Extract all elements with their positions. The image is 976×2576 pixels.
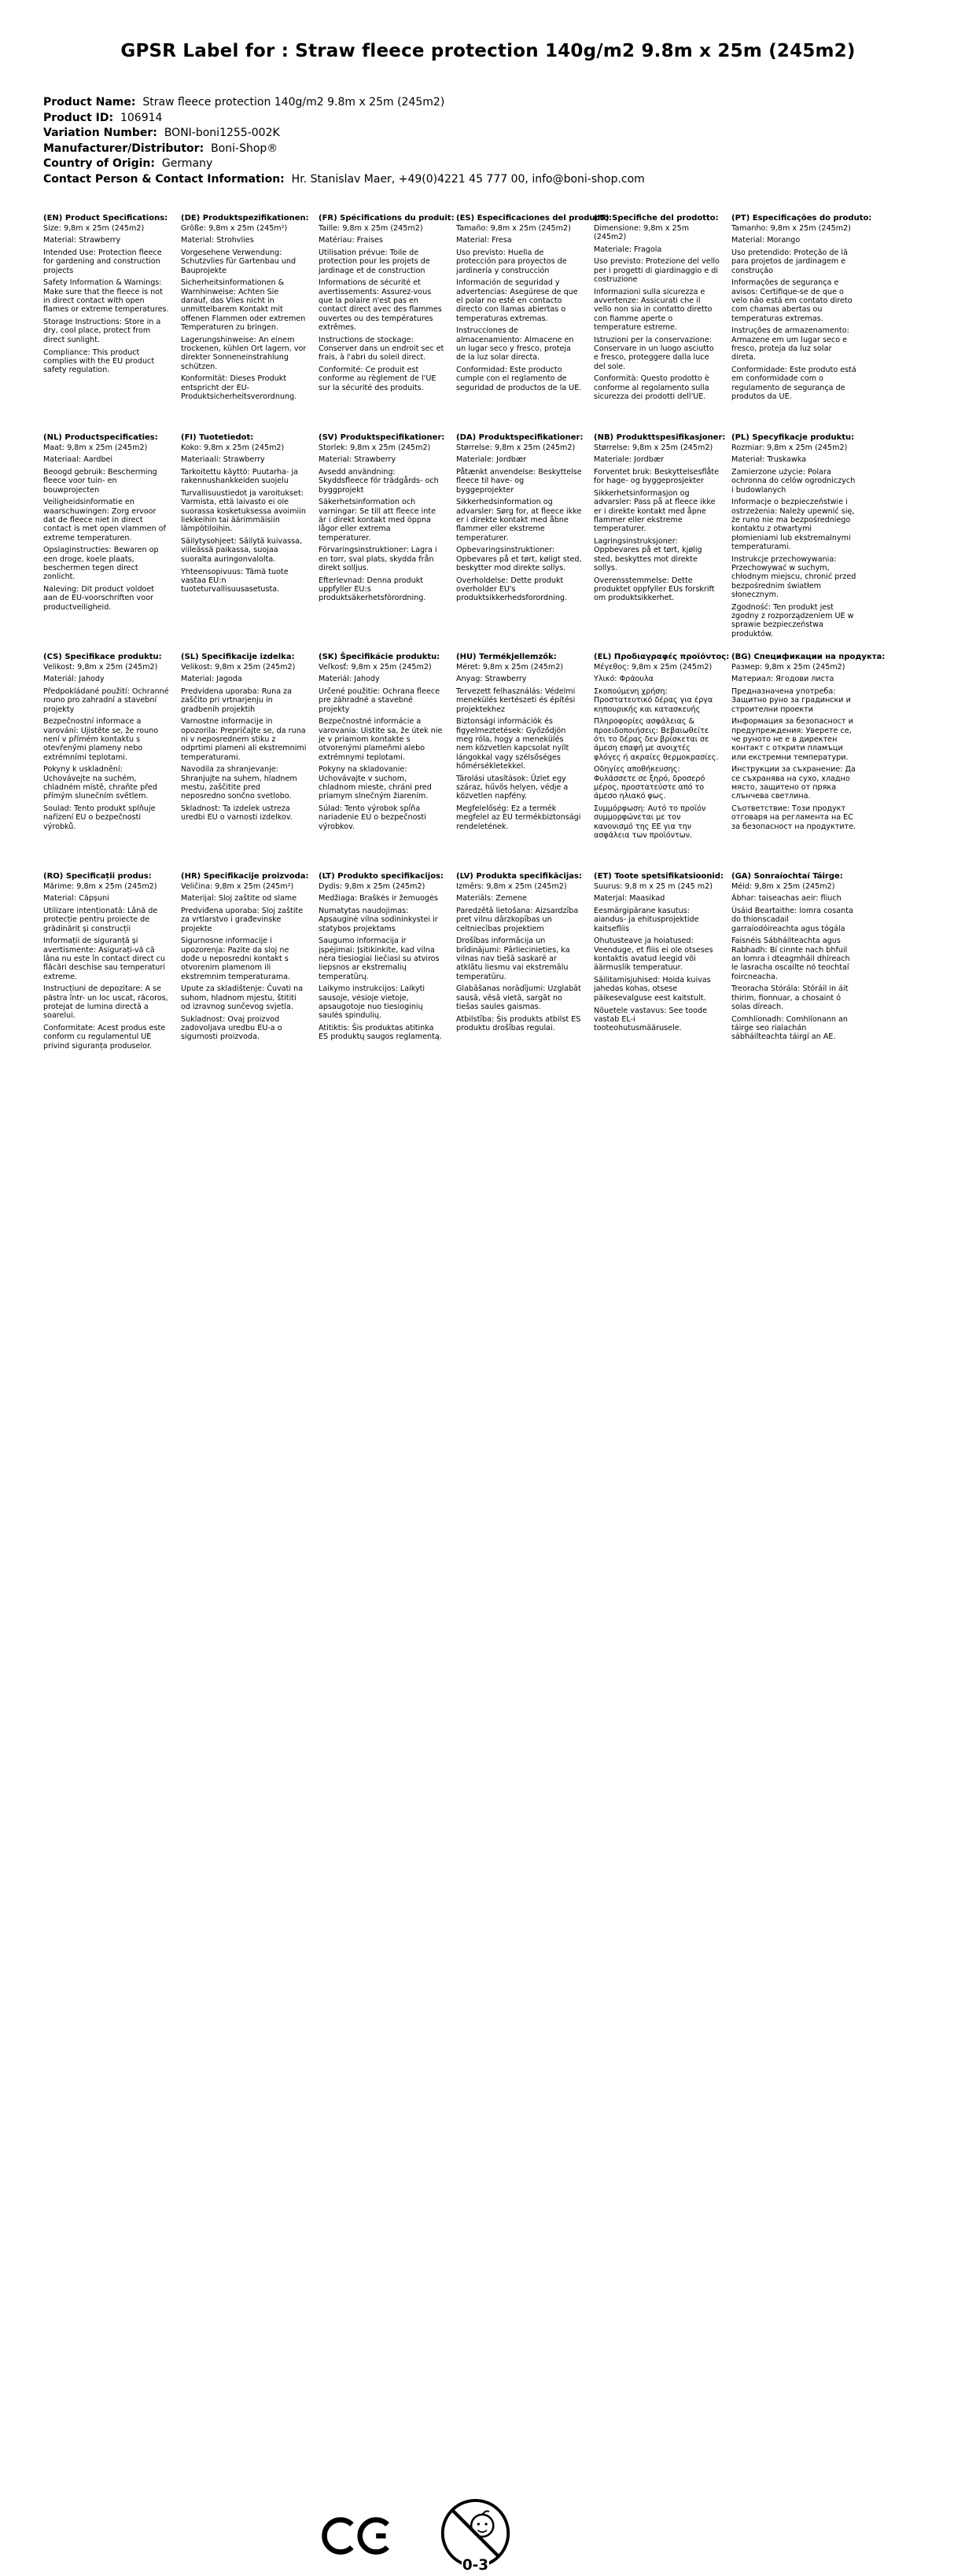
spec-paragraph: Material: Jagoda bbox=[181, 675, 242, 684]
spec-block-nb bbox=[594, 433, 731, 653]
spec-paragraph: Ohutusteave ja hoiatused: Veenduge, et fliis ei ole otseses kontaktis avatud leegid või äärmuslik temperatuur. bbox=[594, 937, 713, 973]
spec-block-title: (BG) Спецификации на продукта: bbox=[731, 653, 886, 661]
spec-block-title: (HU) Termékjellemzők: bbox=[456, 653, 557, 661]
spec-paragraph: Efterlevnad: Denna produkt uppfyller EU:s produktsäkerhetsförordning. bbox=[319, 576, 426, 603]
spec-block-et bbox=[594, 872, 731, 1091]
spec-paragraph: Safety Information & Warnings: Make sure that the fleece is not in direct contact with open flames or extreme temperatures. bbox=[43, 278, 169, 315]
spec-block-pt bbox=[731, 214, 872, 433]
info-label: Product Name: bbox=[43, 96, 136, 109]
spec-paragraph: Medžiaga: Braškės ir žemuogės bbox=[319, 894, 438, 903]
spec-paragraph: Utilisation prévue: Toile de protection pour les projets de jardinage et de construction bbox=[319, 248, 430, 275]
spec-paragraph: Určené použitie: Ochrana fleece pre záhradné a stavebné projekty bbox=[319, 687, 440, 714]
spec-paragraph: Tamaño: 9,8m x 25m (245m2) bbox=[456, 223, 571, 233]
spec-paragraph: Tervezett felhasználás: Védelmi menekülés kertészeti és építési projektekhez bbox=[456, 687, 576, 714]
spec-paragraph: Инструкции за съхранение: Да се съхранява на сухо, хладно място, защитено от пряка слънчева светлина. bbox=[731, 765, 856, 801]
spec-paragraph: Tamanho: 9,8m x 25m (245m2) bbox=[731, 223, 851, 233]
spec-paragraph: Información de seguridad y advertencias: Asegúrese de que el polar no esté en contacto directo con llamas abiertas o temperaturas extremas. bbox=[456, 278, 578, 323]
spec-paragraph: Velikost: 9,8m x 25m (245m2) bbox=[43, 662, 158, 672]
spec-block-lt bbox=[319, 872, 456, 1091]
spec-paragraph: Avsedd användning: Skyddsfleece för trädgårds- och byggprojekt bbox=[319, 468, 439, 495]
spec-block-sk bbox=[319, 653, 456, 872]
spec-paragraph: Pokyny k uskladnění: Uchovávejte na suchém, chladném místě, chraňte před přímým slunečním světlem. bbox=[43, 765, 157, 801]
info-value: BONI-boni1255-002K bbox=[164, 127, 280, 140]
spec-block-title: (HR) Specifikacije proizvoda: bbox=[181, 872, 309, 881]
spec-block-title: (GA) Sonraíochtaí Táirge: bbox=[731, 872, 843, 881]
spec-block-cs bbox=[43, 653, 181, 872]
spec-paragraph: Größe: 9,8m x 25m (245m²) bbox=[181, 223, 288, 233]
spec-paragraph: Eesmärgipärane kasutus: aiandus- ja ehitusprojektide kaitsefliis bbox=[594, 907, 699, 933]
spec-paragraph: Beoogd gebruik: Bescherming fleece voor tuin- en bouwprojecten bbox=[43, 468, 157, 495]
spec-paragraph: Predviđena uporaba: Sloj zaštite za vrtlarstvo i građevinske projekte bbox=[181, 907, 304, 933]
spec-paragraph: Treoracha Stórála: Stóráil in áit thirim, fionnuar, a chosaint ó solas díreach. bbox=[731, 984, 849, 1012]
spec-paragraph: Предназначена употреба: Защитно руно за градински и строителни проекти bbox=[731, 687, 851, 714]
spec-paragraph: Koko: 9,8m x 25m (245m2) bbox=[181, 443, 285, 452]
product-info-row bbox=[43, 156, 645, 172]
spec-paragraph: Dydis: 9,8m x 25m (245m2) bbox=[319, 881, 425, 891]
spec-paragraph: Comhlíonadh: Comhlíonann an táirge seo rialachán sábháilteachta táirgí an AE. bbox=[731, 1014, 848, 1042]
spec-paragraph: Taille: 9,8m x 25m (245m2) bbox=[319, 223, 423, 233]
spec-paragraph: Съответствие: Този продукт отговаря на регламента на ЕС за безопасност на продуктите. bbox=[731, 804, 856, 831]
info-label: Country of Origin: bbox=[43, 157, 155, 171]
spec-paragraph: Veiligheidsinformatie en waarschuwingen: Zorg ervoor dat de fleece niet in direct contact is met open vlammen of extreme temperaturen. bbox=[43, 498, 166, 543]
spec-paragraph: Maat: 9,8m x 25m (245m2) bbox=[43, 443, 148, 452]
spec-paragraph: Material: Căpșuni bbox=[43, 894, 109, 903]
spec-paragraph: Biztonsági információk és figyelmeztetések: Győződjön meg róla, hogy a menekülés nem közvetlen kapcsolat nyílt lángokkal vagy szélsőséges hőmérsékletekkel. bbox=[456, 717, 569, 771]
spec-paragraph: Material: Strohvlies bbox=[181, 236, 254, 245]
spec-block-title: (EN) Product Specifications: bbox=[43, 214, 168, 223]
spec-paragraph: Bezpečnostné informácie a varovania: Uistite sa, že útek nie je v priamom kontakte s otvorenými plameňmi alebo extrémnymi teplotami. bbox=[319, 717, 443, 762]
spec-paragraph: Materijal: Sloj zaštite od slame bbox=[181, 894, 297, 903]
spec-paragraph: Σκοπούμενη χρήση: Προστατευτικό δέρας για έργα κηπουρικής και κατασκευής bbox=[594, 687, 713, 714]
spec-paragraph: Upute za skladištenje: Čuvati na suhom, hladnom mjestu, štititi od izravnog sunčevog svjetla. bbox=[181, 984, 304, 1012]
spec-paragraph: Informations de sécurité et avertissements: Assurez-vous que la polaire n'est pas en contact direct avec des flammes ouvertes ou des températures extrêmes. bbox=[319, 278, 442, 332]
spec-paragraph: Predvidena uporaba: Runa za zaščito pri vrtnarjenju in gradbenih projektih bbox=[181, 687, 293, 714]
spec-paragraph: Velikost: 9,8m x 25m (245m2) bbox=[181, 662, 296, 672]
spec-paragraph: Pokyny na skladovanie: Uchovávajte v suchom, chladnom mieste, chráni pred priamym slnečným žiarením. bbox=[319, 765, 432, 801]
spec-block-fr bbox=[319, 214, 456, 433]
spec-paragraph: Säilitamisjuhised: Hoida kuivas jahedas kohas, otsese päikesevalguse eest kaitstult. bbox=[594, 976, 711, 1003]
spec-paragraph: Naleving: Dit product voldoet aan de EU-voorschriften voor productveiligheid. bbox=[43, 585, 155, 612]
spec-block-title: (LV) Produkta specifikācijas: bbox=[456, 872, 582, 881]
spec-paragraph: Forventet bruk: Beskyttelsesflåte for hage- og byggeprosjekter bbox=[594, 468, 720, 486]
spec-paragraph: Overholdelse: Dette produkt overholder EU's produktsikkerhedsforordning. bbox=[456, 576, 568, 603]
spec-paragraph: Turvallisuustiedot ja varoitukset: Varmista, että laivasto ei ole suorassa kosketuksessa avoimiin liekkeihin tai äärimmäisiin lämpötiloihin. bbox=[181, 489, 306, 534]
spec-paragraph: Material: Strawberry bbox=[319, 455, 396, 465]
spec-paragraph: Conformidad: Este producto cumple con el reglamento de seguridad de productos de la UE. bbox=[456, 366, 582, 392]
spec-paragraph: Materiál: Jahody bbox=[319, 675, 380, 684]
spec-block-it bbox=[594, 214, 731, 433]
spec-paragraph: Yhteensopivuus: Tämä tuote vastaa EU:n tuoteturvallisuusasetusta. bbox=[181, 567, 289, 594]
spec-paragraph: Mărime: 9,8m x 25m (245m2) bbox=[43, 881, 157, 891]
spec-block-title: (RO) Specificații produs: bbox=[43, 872, 152, 881]
spec-paragraph: Konformität: Dieses Produkt entspricht der EU-Produktsicherheitsverordnung. bbox=[181, 374, 297, 402]
spec-paragraph: Atitiktis: Šis produktas atitinka ES produktų saugos reglamentą. bbox=[319, 1024, 442, 1042]
spec-paragraph: Súlad: Tento výrobok spĺňa nariadenie EÚ o bezpečnosti výrobkov. bbox=[319, 804, 426, 831]
spec-paragraph: Bezpečnostní informace a varování: Ujistěte se, že rouno není v přímém kontaktu s otevřenými plameny nebo extrémními teplotami. bbox=[43, 717, 159, 762]
spec-paragraph: Informações de segurança e avisos: Certifique-se de que o velo não está em contato direto com chamas abertas ou temperaturas extremas. bbox=[731, 278, 853, 323]
spec-paragraph: Storage Instructions: Store in a dry, cool place, protect from direct sunlight. bbox=[43, 318, 161, 344]
spec-paragraph: Instrukcje przechowywania: Przechowywać w suchym, chłodnym miejscu, chronić przed bezpośrednim światłem słonecznym. bbox=[731, 554, 856, 599]
spec-block-title: (DA) Produktspecifikationer: bbox=[456, 433, 584, 442]
spec-paragraph: Informații de siguranță și avertismente: Asigurați-vă că lâna nu este în contact direct cu flăcări deschise sau temperaturi extreme. bbox=[43, 937, 165, 981]
spec-paragraph: Conformité: Ce produit est conforme au règlement de l'UE sur la sécurité des produits. bbox=[319, 366, 436, 392]
spec-paragraph: Materiale: Jordbær bbox=[594, 455, 665, 465]
product-info-row bbox=[43, 111, 645, 127]
spec-paragraph: Dimensione: 9,8m x 25m (245m2) bbox=[594, 223, 690, 241]
spec-paragraph: Materiale: Fragola bbox=[594, 245, 662, 254]
spec-block-title: (SK) Špecifikácie produktu: bbox=[319, 653, 440, 661]
spec-paragraph: Tarkoitettu käyttö: Puutarha- ja rakennushankkeiden suojelu bbox=[181, 468, 298, 486]
spec-block-en bbox=[43, 214, 181, 433]
spec-block-title: (LT) Produkto specifikacijos: bbox=[319, 872, 444, 881]
spec-block-title: (FR) Spécifications du produit: bbox=[319, 214, 455, 223]
spec-paragraph: Opbevaringsinstruktioner: Opbevares på et tørt, køligt sted, beskytter mod direkte sollys. bbox=[456, 546, 582, 573]
spec-paragraph: Anyag: Strawberry bbox=[456, 675, 527, 684]
spec-paragraph: Lagerungshinweise: An einem trockenen, kühlen Ort lagern, vor direkter Sonneneinstrahlung schützen. bbox=[181, 335, 307, 371]
spec-paragraph: Intended Use: Protection fleece for gardening and construction projects bbox=[43, 248, 162, 275]
spec-block-hr bbox=[181, 872, 319, 1091]
spec-paragraph: Размер: 9,8m x 25m (245m2) bbox=[731, 662, 845, 672]
spec-block-title: (NL) Productspecificaties: bbox=[43, 433, 158, 442]
spec-paragraph: Instruções de armazenamento: Armazene em um lugar seco e fresco, proteja da luz solar direta. bbox=[731, 326, 849, 362]
spec-paragraph: Zamierzone użycie: Polara ochronna do celów ogrodniczych i budowlanych bbox=[731, 468, 856, 495]
spec-paragraph: Conformitate: Acest produs este conform cu regulamentul UE privind siguranța produselor. bbox=[43, 1024, 166, 1051]
spec-paragraph: Materiál: Jahody bbox=[43, 675, 105, 684]
spec-paragraph: Instructions de stockage: Conserver dans un endroit sec et frais, à l'abri du soleil direct. bbox=[319, 335, 444, 362]
info-value: Germany bbox=[161, 157, 213, 171]
spec-paragraph: Материал: Ягодови листа bbox=[731, 675, 834, 684]
spec-paragraph: Utilizare intenționată: Lână de protecție pentru proiecte de grădinărit și construcții bbox=[43, 907, 158, 933]
spec-paragraph: Size: 9,8m x 25m (245m2) bbox=[43, 223, 145, 233]
product-info-row bbox=[43, 172, 645, 188]
spec-paragraph: Conformidade: Este produto está em conformidade com o regulamento de segurança de produtos da UE. bbox=[731, 366, 856, 402]
spec-paragraph: Säilytysohjeet: Säilytä kuivassa, viileässä paikassa, suojaa suoralta auringonvalolta. bbox=[181, 537, 303, 564]
spec-paragraph: Ábhar: taiseachas aeir: fliuch bbox=[731, 894, 842, 903]
info-label: Manufacturer/Distributor: bbox=[43, 142, 204, 155]
spec-block-es bbox=[456, 214, 613, 433]
spec-block-title: (CS) Specifikace produktu: bbox=[43, 653, 162, 661]
spec-block-title: (PL) Specyfikacje produktu: bbox=[731, 433, 855, 442]
spec-paragraph: Informacje o bezpieczeństwie i ostrzeżenia: Należy upewnić się, że runo nie ma bezpośredniego kontaktu z otwartymi płomieniami lub ekstremalnymi temperaturami. bbox=[731, 498, 855, 551]
spec-paragraph: Μέγεθος: 9,8m x 25m (245m2) bbox=[594, 662, 713, 672]
spec-paragraph: Påtænkt anvendelse: Beskyttelse fleece til have- og byggeprojekter bbox=[456, 468, 582, 495]
spec-block-de bbox=[181, 214, 319, 433]
spec-paragraph: Suurus: 9,8 m x 25 m (245 m2) bbox=[594, 881, 713, 891]
spec-paragraph: Drošības informācija un brīdinājumi: Pārliecinieties, ka vilnas nav tiešā saskarē ar atklātu liesmu vai ekstremālu temperatūru. bbox=[456, 937, 570, 981]
spec-paragraph: Uso previsto: Huella de protección para proyectos de jardinería y construcción bbox=[456, 248, 567, 275]
spec-block-title: (ET) Toote spetsifikatsioonid: bbox=[594, 872, 724, 881]
spec-paragraph: Nõuetele vastavus: See toode vastab EL-i tooteohutusmäärusele. bbox=[594, 1006, 707, 1033]
spec-block-pl bbox=[731, 433, 869, 653]
spec-paragraph: Material: Morango bbox=[731, 236, 801, 245]
spec-block-sv bbox=[319, 433, 456, 653]
spec-paragraph: Saugumo informacija ir įspėjimai: Įsitikinkite, kad vilna nėra tiesiogiai liečiasi su atviros liepsnos ar ekstremalių temperatūrų. bbox=[319, 937, 440, 981]
spec-paragraph: Numatytas naudojimas: Apsauginė vilna sodininkystei ir statybos projektams bbox=[319, 907, 438, 933]
spec-paragraph: Materiaal: Aardbei bbox=[43, 455, 113, 465]
info-value: Boni-Shop® bbox=[211, 142, 278, 155]
product-info-row bbox=[43, 142, 645, 157]
product-info-row bbox=[43, 95, 645, 111]
page-title: GPSR Label for : Straw fleece protection 140g/m2 9.8m x 25m (245m2) bbox=[120, 41, 856, 61]
spec-paragraph: Storlek: 9,8m x 25m (245m2) bbox=[319, 443, 431, 452]
spec-paragraph: Информация за безопасност и предупреждения: Уверете се, че руното не е в директен контакт с открити пламъци или екстремни температури. bbox=[731, 717, 853, 762]
spec-block-fi bbox=[181, 433, 319, 653]
spec-paragraph: Sigurnosne informacije i upozorenja: Pazite da sloj ne dođe u neposredni kontakt s otvorenim plamenom ili ekstremnim temperaturama. bbox=[181, 937, 291, 981]
spec-paragraph: Rozmiar: 9,8m x 25m (245m2) bbox=[731, 443, 848, 452]
spec-block-title: (DE) Produktspezifikationen: bbox=[181, 214, 309, 223]
spec-block-lv bbox=[456, 872, 594, 1091]
info-label: Contact Person & Contact Information: bbox=[43, 172, 285, 186]
spec-paragraph: Lagringsinstruksjoner: Oppbevares på et tørt, kjølig sted, beskyttes mot direkte sollys. bbox=[594, 537, 702, 573]
spec-block-title: (SL) Specifikacije izdelka: bbox=[181, 653, 295, 661]
spec-paragraph: Förvaringsinstruktioner: Lagra i en torr, sval plats, skydda från direkt solljus. bbox=[319, 546, 437, 573]
spec-paragraph: Atbilstība: Šis produkts atbilst ES produktu drošības regulai. bbox=[456, 1014, 581, 1033]
spec-paragraph: Materjal: Maasikad bbox=[594, 894, 665, 903]
spec-block-title: (IT) Specifiche del prodotto: bbox=[594, 214, 719, 223]
age-warning-label: 0-3 bbox=[462, 2557, 489, 2574]
spec-block-title: (FI) Tuotetiedot: bbox=[181, 433, 254, 442]
spec-block-title: (ES) Especificaciones del producto: bbox=[456, 214, 613, 223]
info-label: Variation Number: bbox=[43, 127, 157, 140]
spec-paragraph: Materiāls: Zemene bbox=[456, 894, 527, 903]
spec-paragraph: Faisnéis Sábháilteachta agus Rabhadh: Bí cinnte nach bhfuil an lomra i dteagmháil dhíreach le lasracha oscailte nó teochtaí foircneacha. bbox=[731, 937, 850, 981]
info-value: Straw fleece protection 140g/m2 9.8m x 25m (245m2) bbox=[142, 96, 445, 109]
spec-paragraph: Méid: 9,8m x 25m (245m2) bbox=[731, 881, 835, 891]
spec-paragraph: Předpokládané použití: Ochranné rouno pro zahradní a stavební projekty bbox=[43, 687, 169, 714]
spec-paragraph: Soulad: Tento produkt splňuje nařízení EU o bezpečnosti výrobků. bbox=[43, 804, 156, 831]
spec-paragraph: Skladnost: Ta izdelek ustreza uredbi EU o varnosti izdelkov. bbox=[181, 804, 293, 822]
age-warning-0-3-icon bbox=[437, 2497, 514, 2576]
spec-paragraph: Uso pretendido: Proteção de lã para projetos de jardinagem e construção bbox=[731, 248, 848, 275]
spec-paragraph: Informazioni sulla sicurezza e avvertenze: Assicurati che il vello non sia in contatto diretto con fiamme aperte o temperature estreme. bbox=[594, 287, 713, 332]
spec-paragraph: Navodila za shranjevanje: Shranjujte na suhem, hladnem mestu, zaščitite pred neposredno sončno svetlobo. bbox=[181, 765, 297, 801]
spec-paragraph: Istruzioni per la conservazione: Conservare in un luogo asciutto e fresco, proteggere dalla luce del sole. bbox=[594, 335, 714, 371]
spec-paragraph: Material: Strawberry bbox=[43, 236, 121, 245]
spec-paragraph: Sukladnost: Ovaj proizvod zadovoljava uredbu EU-a o sigurnosti proizvoda. bbox=[181, 1014, 282, 1042]
spec-paragraph: Sikkerhetsinformasjon og advarsler: Pass på at fleece ikke er i direkte kontakt med åpne flammer eller ekstreme temperaturer. bbox=[594, 489, 716, 534]
spec-paragraph: Πληροφορίες ασφάλειας & προειδοποιήσεις: Βεβαιωθείτε ότι το δέρας δεν βρίσκεται σε άμεση επαφή με ανοιχτές φλόγες ή ακραίες θερμοκρασίες. bbox=[594, 717, 719, 762]
spec-paragraph: Instrucțiuni de depozitare: A se păstra într- un loc uscat, răcoros, protejat de lumina directă a soarelui. bbox=[43, 984, 168, 1021]
spec-block-sl bbox=[181, 653, 319, 872]
spec-block-title: (SV) Produktspecifikationer: bbox=[319, 433, 445, 442]
spec-paragraph: Compliance: This product complies with the EU product safety regulation. bbox=[43, 348, 155, 375]
footer-icons bbox=[0, 1246, 976, 2574]
spec-paragraph: Veličina: 9,8m x 25m (245m²) bbox=[181, 881, 294, 891]
spec-paragraph: Glabāšanas norādījumi: Uzglabāt sausā, vēsā vietā, sargāt no tiešas saules gaismas. bbox=[456, 984, 581, 1012]
spec-paragraph: Materiaali: Strawberry bbox=[181, 455, 265, 465]
spec-paragraph: Tárolási utasítások: Üzlet egy száraz, hűvös helyen, védje a közvetlen napfény. bbox=[456, 774, 569, 801]
spec-block-bg bbox=[731, 653, 886, 872]
spec-paragraph: Conformità: Questo prodotto è conforme al regolamento sulla sicurezza dei prodotti dell'UE. bbox=[594, 374, 709, 402]
spec-grid bbox=[43, 214, 886, 1091]
spec-paragraph: Megfelelőség: Ez a termék megfelel az EU termékbiztonsági rendeletének. bbox=[456, 804, 581, 831]
spec-paragraph: Méret: 9,8m x 25m (245m2) bbox=[456, 662, 564, 672]
spec-paragraph: Υλικό: Φράουλα bbox=[594, 675, 654, 684]
spec-block-ga bbox=[731, 872, 869, 1091]
spec-paragraph: Sicherheitsinformationen & Warnhinweise: Achten Sie darauf, das Vlies nicht in unmittelbarem Kontakt mit offenen Flammen oder extremen Temperaturen zu bringen. bbox=[181, 278, 306, 332]
product-info-row bbox=[43, 126, 645, 142]
spec-paragraph: Sikkerhedsinformation og advarsler: Sørg for, at fleece ikke er i direkte kontakt med åbne flammer eller ekstreme temperaturer. bbox=[456, 498, 582, 543]
product-info bbox=[43, 95, 645, 188]
info-value: 106914 bbox=[120, 111, 163, 124]
spec-block-title: (EL) Προδιαγραφές προϊόντος: bbox=[594, 653, 730, 661]
spec-paragraph: Säkerhetsinformation och varningar: Se till att fleece inte är i direkt kontakt med öppna lågor eller extrema temperaturer. bbox=[319, 498, 436, 543]
spec-paragraph: Opslaginstructies: Bewaren op een droge, koele plaats, beschermen tegen direct zonlicht. bbox=[43, 546, 159, 582]
spec-paragraph: Laikymo instrukcijos: Laikyti sausoje, vėsioje vietoje, apsaugotoje nuo tiesioginių saulės spindulių. bbox=[319, 984, 425, 1021]
spec-paragraph: Veľkosť: 9,8m x 25m (245m2) bbox=[319, 662, 432, 672]
spec-paragraph: Úsáid Beartaithe: lomra cosanta do thionscadail garraíodóireachta agus tógála bbox=[731, 907, 853, 933]
spec-paragraph: Materiale: Jordbær bbox=[456, 455, 527, 465]
spec-block-ro bbox=[43, 872, 181, 1091]
spec-block-hu bbox=[456, 653, 594, 872]
spec-paragraph: Uso previsto: Protezione del vello per i progetti di giardinaggio e di costruzione bbox=[594, 257, 720, 284]
spec-paragraph: Matériau: Fraises bbox=[319, 236, 383, 245]
spec-paragraph: Instrucciones de almacenamiento: Almacene en un lugar seco y fresco, proteja de la luz solar directa. bbox=[456, 326, 574, 362]
spec-paragraph: Paredzētā lietošana: Aizsardzība pret vilnu dārzkopības un celtniecības projektiem bbox=[456, 907, 579, 933]
spec-block-da bbox=[456, 433, 594, 653]
spec-paragraph: Material: Fresa bbox=[456, 236, 512, 245]
info-value: Hr. Stanislav Maer, +49(0)4221 45 777 00, info@boni-shop.com bbox=[291, 172, 645, 186]
spec-paragraph: Materiał: Truskawka bbox=[731, 455, 807, 465]
spec-block-nl bbox=[43, 433, 181, 653]
spec-paragraph: Størrelse: 9,8m x 25m (245m2) bbox=[594, 443, 713, 452]
spec-paragraph: Vorgesehene Verwendung: Schutzvlies für Gartenbau und Bauprojekte bbox=[181, 248, 296, 275]
spec-block-el bbox=[594, 653, 731, 872]
spec-paragraph: Συμμόρφωση: Αυτό το προϊόν συμμορφώνεται με τον κανονισμό της ΕΕ για την ασφάλεια των προϊόντων. bbox=[594, 804, 706, 841]
spec-paragraph: Størrelse: 9,8m x 25m (245m2) bbox=[456, 443, 576, 452]
spec-paragraph: Izmērs: 9,8m x 25m (245m2) bbox=[456, 881, 567, 891]
ce-mark-icon bbox=[321, 2515, 392, 2557]
spec-paragraph: Οδηγίες αποθήκευσης: Φυλάσσετε σε ξηρό, δροσερό μέρος, προστατεύστε από το άμεσο ηλιακό φως. bbox=[594, 765, 705, 801]
spec-paragraph: Zgodność: Ten produkt jest zgodny z rozporządzeniem UE w sprawie bezpieczeństwa produktów. bbox=[731, 602, 854, 638]
spec-block-title: (PT) Especificações do produto: bbox=[731, 214, 872, 223]
spec-paragraph: Overensstemmelse: Dette produktet oppfyller EUs forskrift om produktsikkerhet. bbox=[594, 576, 715, 603]
info-label: Product ID: bbox=[43, 111, 114, 124]
spec-block-title: (NB) Produkttspesifikasjoner: bbox=[594, 433, 726, 442]
spec-paragraph: Varnostne informacije in opozorila: Prepričajte se, da runa ni v neposrednem stiku z odprtimi plameni ali ekstremnimi temperaturami. bbox=[181, 717, 307, 762]
